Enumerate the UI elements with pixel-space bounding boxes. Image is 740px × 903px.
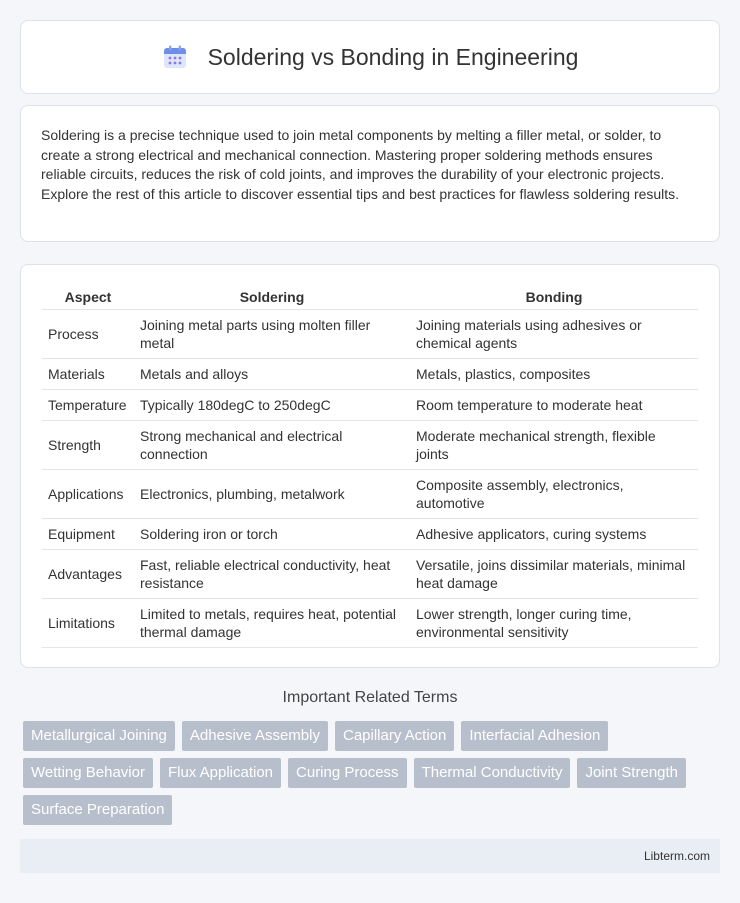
table-header-row — [42, 285, 698, 309]
intro-text: Soldering is a precise technique used to join metal components by melting a filler metal, or solder, to create a strong electrical and mechanical connection. Mastering proper soldering methods ensures reliable circuits, reduces the risk of cold joints, and improves the durability of your electronic projects. Explore the rest of this article to discover essential tips and best practices for flawless soldering results. — [41, 127, 680, 202]
related-term-tag[interactable]: Metallurgical Joining — [23, 721, 175, 751]
row-aspect: Limitations — [42, 598, 134, 647]
row-aspect: Advantages — [42, 549, 134, 598]
table-row — [42, 549, 698, 598]
related-term-tag[interactable]: Flux Application — [160, 758, 281, 788]
calendar-icon — [162, 44, 188, 70]
row-bonding: Adhesive applicators, curing systems — [410, 518, 698, 549]
row-soldering: Typically 180degC to 250degC — [134, 389, 410, 420]
header-card — [20, 20, 720, 94]
column-header-soldering: Soldering — [134, 285, 410, 309]
table-row — [42, 469, 698, 518]
row-aspect: Materials — [42, 358, 134, 389]
row-bonding: Joining materials using adhesives or chemical agents — [410, 309, 698, 358]
row-soldering: Fast, reliable electrical conductivity, heat resistance — [134, 549, 410, 598]
page-title: Soldering vs Bonding in Engineering — [207, 43, 579, 70]
row-aspect: Strength — [42, 420, 134, 469]
table-row — [42, 518, 698, 549]
row-soldering: Metals and alloys — [134, 358, 410, 389]
row-aspect: Process — [42, 309, 134, 358]
row-soldering: Joining metal parts using molten filler metal — [134, 309, 410, 358]
row-bonding: Room temperature to moderate heat — [410, 389, 698, 420]
related-term-tag[interactable]: Interfacial Adhesion — [461, 721, 608, 751]
related-term-tag[interactable]: Adhesive Assembly — [182, 721, 328, 751]
row-aspect: Equipment — [42, 518, 134, 549]
row-bonding: Lower strength, longer curing time, environmental sensitivity — [410, 598, 698, 647]
related-term-tag[interactable]: Wetting Behavior — [23, 758, 153, 788]
related-term-tag[interactable]: Joint Strength — [577, 758, 686, 788]
table-row — [42, 420, 698, 469]
row-soldering: Electronics, plumbing, metalwork — [134, 469, 410, 518]
related-term-tag[interactable]: Capillary Action — [335, 721, 454, 751]
column-header-aspect: Aspect — [42, 285, 134, 309]
column-header-bonding: Bonding — [410, 285, 698, 309]
row-aspect: Applications — [42, 469, 134, 518]
intro-card — [20, 105, 720, 242]
table-row — [42, 358, 698, 389]
table-row — [42, 598, 698, 647]
row-bonding: Versatile, joins dissimilar materials, minimal heat damage — [410, 549, 698, 598]
row-soldering: Limited to metals, requires heat, potential thermal damage — [134, 598, 410, 647]
related-term-tag[interactable]: Thermal Conductivity — [414, 758, 571, 788]
related-terms-list — [23, 721, 723, 832]
row-bonding: Composite assembly, electronics, automotive — [410, 469, 698, 518]
related-term-tag[interactable]: Curing Process — [288, 758, 407, 788]
table-row — [42, 389, 698, 420]
related-term-tag[interactable]: Surface Preparation — [23, 795, 172, 825]
comparison-table-card — [20, 264, 720, 668]
row-aspect: Temperature — [42, 389, 134, 420]
related-terms-title: Important Related Terms — [282, 689, 458, 706]
row-bonding: Metals, plastics, composites — [410, 358, 698, 389]
row-soldering: Strong mechanical and electrical connection — [134, 420, 410, 469]
row-soldering: Soldering iron or torch — [134, 518, 410, 549]
footer-site-link[interactable]: Libterm.com — [643, 849, 710, 863]
footer — [20, 839, 720, 873]
row-bonding: Moderate mechanical strength, flexible joints — [410, 420, 698, 469]
comparison-table — [42, 285, 698, 648]
table-row — [42, 309, 698, 358]
